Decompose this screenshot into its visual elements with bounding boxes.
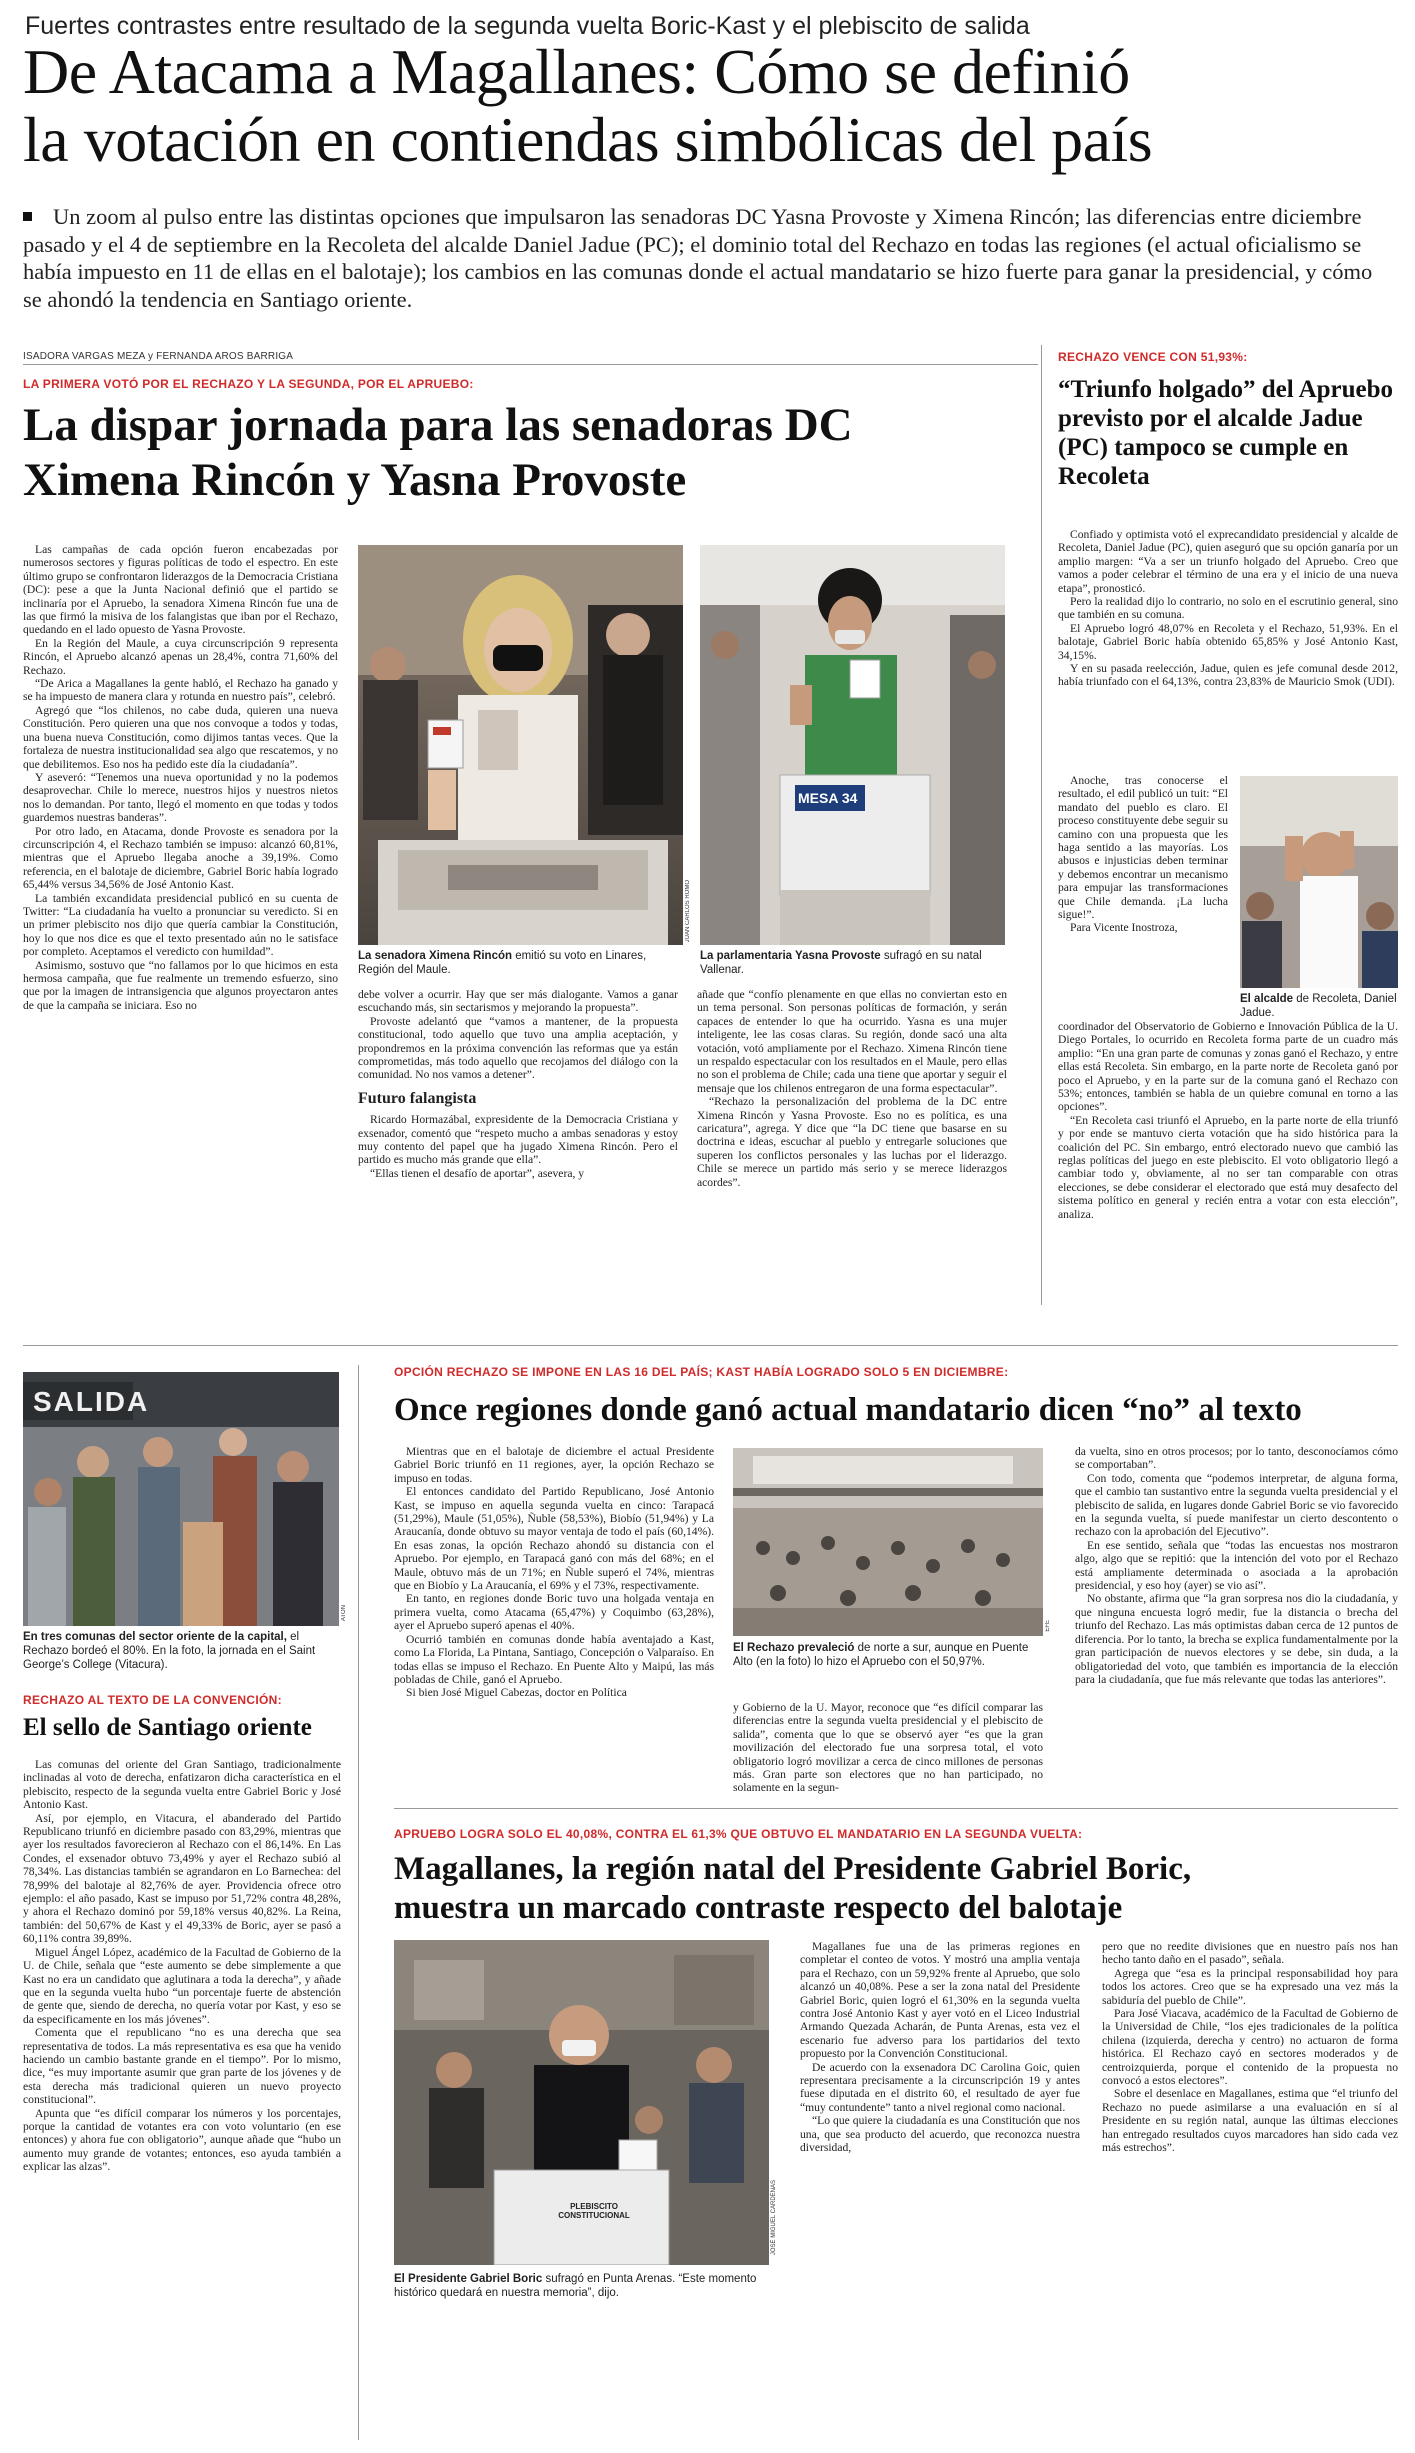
paragraph: De acuerdo con la exsenadora DC Carolina Goic, quien representara precisamente a la circunscripción 19 y antes fuese diputada en el distrito 60, el resultado de ayer fue “muy contundente” tanto a nivel regional como nacional. (800, 2060, 1080, 2114)
caption-text: sufragó en Punta Arenas. “Este momento histórico quedará en nuestra memoria”, dijo. (394, 2273, 757, 2299)
ballot-box-label-plebiscito: PLEBISCITO CONSTITUCIONAL (558, 2202, 630, 2220)
paragraph: Y aseveró: “Tenemos una nueva oportunidad y no la podemos desaprovechar. Chile lo merece, nuestros hijos y nuestros nietos nos lo demandan. Por tanto, llegó el momento en que todas y todos guardemos nuestras banderas”. (23, 770, 338, 825)
paragraph: No obstante, afirma que “la gran sorpresa nos dio la ciudadanía, y que ninguna encuesta logró medir, fue la distancia o brecha del triunfo del Rechazo. Las más optimistas daban cerca de 12 puntos de diferencia. Por lo tanto, la brecha se explica fundamentalmente por la gran participación de nuevos electores y se debe, sin duda, a la obligatoriedad del voto, que también es importancia de la elección para la ciudadanía, que fue más relevante que todas las anteriores”. (1075, 1592, 1398, 1686)
magallanes-col2 (1102, 1940, 1398, 2155)
photo-puente-alto-art (733, 1448, 1043, 1636)
paragraph: Asimismo, sostuvo que “no fallamos por lo que hicimos en esta hermosa campaña, que fue realmente un tremendo esfuerzo, sino que por la imagen de intransigencia que algunos proyectaron antes de que la campaña se iniciara. Eso no (23, 958, 338, 1012)
paragraph: Por otro lado, en Atacama, donde Provoste es senadora por la circunscripción 4, el Rechazo también se impuso: alcanzó 60,81%, mientras que el Apruebo llegaba anoche a 39,19%. Como referencia, en el balotaje de diciembre, Gabriel Boric había logrado 65,44% versus 34,56% de José Antonio Kast. (23, 824, 338, 892)
paragraph: coordinador del Observatorio de Gobierno e Innovación Pública de la U. Diego Portales, lo ocurrido en Recoleta forma parte de un cuadro más amplio: “En una gran parte de comunas y zonas ganó el Rechazo, y entre ellas está Recoleta. Sin embargo, en la parte norte de Recoleta ganó por poco el Apruebo, y en la parte sur de la comuna ganó el Rechazo con 53%; entonces, también se habla de un quiebre comunal en torno a las opciones”. (1058, 1020, 1398, 1114)
photo-provoste (700, 545, 1005, 945)
recoleta-headline: “Triunfo holgado” del Apruebo previsto por el alcalde Jadue (PC) tampoco se cumple en Recoleta (1058, 376, 1394, 490)
paragraph: pero que no reedite divisiones que en nuestro país nos han hecho tanto daño en el pasado”, señala. (1102, 1940, 1398, 1967)
paragraph: “Rechazo la personalización del problema de la DC entre Ximena Rincón y Yasna Provoste. Eso no es política, es una caricatura”, agrega. Y dice que “la DC tiene que basarse en su doctrina e ideas, escuchar al pueblo y entregarle soluciones que superen los conflictos personales y las luchas por el liderazgo. Chile se merece un partido más serio y se merece liderazgos acordes”. (697, 1095, 1007, 1189)
magallanes-headline-line1: Magallanes, la región natal del Presidente Gabriel Boric, (394, 1851, 1192, 1887)
paragraph: En ese sentido, señala que “todas las encuestas nos mostraron algo, algo que se repitió: que la intención del voto por el Rechazo está ampliamente determinada o asociada a la aprobación presidencial, y eso hoy (ayer) se vio así”. (1075, 1538, 1398, 1593)
photo-puente-alto-credit: EFE (1045, 1620, 1051, 1632)
subhead-futuro-falangista: Futuro falangista (358, 1089, 477, 1107)
oriente-body (23, 1758, 341, 2174)
regiones-headline: Once regiones donde ganó actual mandatario dicen “no” al texto (394, 1392, 1302, 1428)
recoleta-col-bottom (1058, 1020, 1398, 1221)
paragraph: da vuelta, sino en otros procesos; por lo tanto, desconocíamos cómo se comportaban”. (1075, 1445, 1398, 1472)
caption-bold: La parlamentaria Yasna Provoste (700, 950, 881, 962)
caption-bold: El Rechazo prevaleció (733, 1642, 855, 1654)
paragraph: Las campañas de cada opción fueron encabezadas por numerosos sectores y figuras políticas de todo el espectro. En este último grupo se confrontaron liderazgos de la Democracia Cristiana (DC): pese a que la Junta Nacional definió que el partido se inclinaría por el Apruebo, la senadora Ximena Rincón fue una de las que firmó la misiva de los falangistas que iban por el Rechazo, quedando en el lado opuesto de Yasna Provoste. (23, 543, 338, 637)
section-rule (23, 1345, 1398, 1346)
paragraph: Y en su pasada reelección, Jadue, quien es jefe comunal desde 2012, había triunfado con el 64,13%, contra 23,83% de Mauricio Smok (UDI). (1058, 662, 1398, 689)
photo-oriente-sign: SALIDA (33, 1386, 150, 1417)
regiones-col3 (1075, 1445, 1398, 1686)
senadoras-col3 (697, 988, 1007, 1189)
photo-boric-credit: JOSÉ MIGUEL CÁRDENAS (771, 2180, 777, 2256)
paragraph: “Ellas tienen el desafío de aportar”, asevera, y (370, 1166, 585, 1180)
paragraph: añade que “confío plenamente en que ellas no conviertan esto en un tema personal. Son personas políticas de formación, y serán capaces de entender lo que ha ocurrido. Yasna es una mujer inteligente, lee las cosas claras. Su región, donde sacó una alta votación, votó ampliamente por el Rechazo. Ximena Rincón tiene un respaldo espectacular con los resultados en el Maule, pero ellas no son el problema de Chile; cada una tiene que aportar y seguir el mensaje que los chilenos entregaron de una forma espectacular”. (697, 988, 1007, 1095)
byline: ISADORA VARGAS MEZA y FERNANDA AROS BARRIGA (23, 351, 294, 362)
paragraph: Provoste adelantó que “vamos a mantener, de la propuesta constitucional, todo aquello que tuvo una amplia aceptación, y propondremos en la próxima convención las reformas que ya están comprometidas, más todo aquello que recojamos del diálogo con la comunidad. No nos vamos a detener”. (358, 1014, 678, 1082)
photo-boric (394, 1940, 769, 2265)
caption-bold: En tres comunas del sector oriente de la capital, (23, 1631, 287, 1643)
caption-text: sufragó en su natal Vallenar. (700, 950, 982, 976)
caption-text: de Recoleta, Daniel Jadue. (1240, 993, 1397, 1019)
paragraph: Si bien José Miguel Cabezas, doctor en Política (406, 1686, 627, 1700)
paragraph: Magallanes fue una de las primeras regiones en completar el conteo de votos. Y mostró una amplia ventaja para el Rechazo, con un 59,92% frente al Apruebo, que solo alcanzó un 40,08%. Pese a ser la zona natal del Presidente Gabriel Boric, quien logró el 61,30% en la segunda vuelta contra José Antonio Kast y ayer votó en el Liceo Industrial Armando Quezada Acharán, de Punta Arenas, esta vez el escenario fue adverso para los partidarios del texto propuesto por la Convención Constitucional. (800, 1940, 1080, 2061)
main-headline-line1: De Atacama a Magallanes: Cómo se definió (23, 36, 1130, 107)
senadoras-headline: La dispar jornada para las senadoras DC Ximena Rincón y Yasna Provoste (23, 399, 853, 506)
paragraph: El entonces candidato del Partido Republicano, José Antonio Kast, se impuso en aquella segunda vuelta en cinco: Tarapacá (51,29%), Maule (51,05%), Ñuble (58,53%), Biobío (51,94%) y La Araucanía, donde obtuvo su mayor ventaja de todo el país (60,14%). En esas zonas, la opción Rechazo ahondó su distancia con el Apruebo. Por ejemplo, en Tarapacá ganó con más del 68%; en el Maule, obtuvo más de un 71%; en Ñuble superó el 74%, mientras que en Biobío y La Araucanía, el 69% y el 73%, respectivamente. (394, 1485, 714, 1593)
paragraph: Apunta que “es difícil comparar los números y los porcentajes, porque la cantidad de votantes era con voto voluntario (en ese entonces) y ahora fue con obligatorio”, aunque añade que “hubo un aumento muy grande de votantes; entonces, eso ayuda también a explicar las alzas”. (23, 2106, 341, 2174)
magallanes-headline (394, 1850, 1404, 1928)
main-headline-line2: la votación en contiendas simbólicas del país (23, 104, 1153, 175)
paragraph: Para Vicente Inostroza, (1070, 921, 1178, 935)
paragraph: En tanto, en regiones donde Boric tuvo una holgada ventaja en primera vuelta, como Atacama (65,47%) y Coquimbo (63,28%), ayer el Apruebo superó apenas el 40%. (394, 1592, 714, 1633)
senadoras-col1 (23, 543, 338, 1012)
photo-rincon-credit: JUAN CARLOS ROMO (685, 880, 691, 943)
photo-rincon-caption (358, 949, 683, 977)
paragraph: La también excandidata presidencial publicó en su cuenta de Twitter: “La ciudadanía ha vuelto a pronunciar su veredicto. Si en un primer plebiscito nos dijo que quería cambiar la Constitución, hoy lo que nos dice es que el texto presentado aún no le satisface por completo. Aceptamos el veredicto con humildad”. (23, 891, 338, 959)
photo-jadue-art (1240, 776, 1398, 988)
senadoras-kicker: LA PRIMERA VOTÓ POR EL RECHAZO Y LA SEGUNDA, POR EL APRUEBO: (23, 377, 474, 391)
paragraph: Mientras que en el balotaje de diciembre el actual Presidente Gabriel Boric triunfó en 11 regiones, ayer, la opción Rechazo se impuso en todas. (394, 1445, 714, 1485)
paragraph: “De Arica a Magallanes la gente habló, el Rechazo ha ganado y se ha impuesto de manera clara y rotunda en nuestro país”, celebró. (23, 677, 338, 704)
magallanes-headline-line2: muestra un marcado contraste respecto del balotaje (394, 1890, 1123, 1926)
photo-puente-alto-caption (733, 1641, 1043, 1669)
paragraph: Ricardo Hormazábal, expresidente de la Democracia Cristiana y exsenador, comentó que “respeto mucho a ambas senadoras y estoy muy contento del papel que ha jugado Ximena Rincón. Pero el partido es mucho más grande que ella”. (358, 1113, 678, 1167)
paragraph: Con todo, comenta que “podemos interpretar, de alguna forma, que el cambio tan sustantivo entre la segunda vuelta presidencial y el plebiscito de salida, en lugares donde Gabriel Boric se vio favorecido en la segunda vuelta, sí puede manifestar un cierto descontento o rechazo con la aprobación del Ejecutivo”. (1075, 1471, 1398, 1539)
paragraph: Sobre el desenlace en Magallanes, estima que “el triunfo del Rechazo no puede asimilarse a una evaluación en sí al Presidente en su región natal, aunque las últimas elecciones han entregado resultados cuyos marcadores han sido cada vez más estrechos”. (1102, 2087, 1398, 2155)
caption-text: emitió su voto en Linares, Región del Maule. (358, 950, 647, 976)
photo-puente-alto (733, 1448, 1043, 1636)
regiones-col1 (394, 1445, 714, 1700)
paragraph: Así, por ejemplo, en Vitacura, el abanderado del Partido Republicano triunfó en diciembre pasado con 83,29%, mientras que ayer los resultados favorecieron al Rechazo con el 86,14%. En Las Condes, el exsenador obtuvo 73,49% y ayer el Rechazo subió al 78,34%. Las distancias también se agrandaron en Lo Barnechea: del 78,99% del balotaje al 82,76% de ayer. Providencia ofrece otro ejemplo: el año pasado, Kast se impuso por 51,72% contra 48,28%, y ahora el Rechazo dominó por 59,18% versus 40,82%. La Reina, también: del 50,67% de Kast y el 49,33% de Boric, ayer se pasó a 60,11% contra 39,89%. (23, 1811, 341, 1946)
caption-bold: El alcalde (1240, 993, 1294, 1005)
caption-text: de norte a sur, aunque en Puente Alto (en la foto) lo hizo el Apruebo con el 50,97%. (733, 1642, 1029, 1668)
regiones-kicker: OPCIÓN RECHAZO SE IMPONE EN LAS 16 DEL PAÍS; KAST HABÍA LOGRADO SOLO 5 EN DICIEMBRE: (394, 1365, 1009, 1379)
photo-rincon (358, 545, 683, 945)
regiones-col2 (733, 1701, 1043, 1795)
paragraph: “Lo que quiere la ciudadanía es una Constitución que nos una, que sea producto del acuerdo, que reconozca nuestra diversidad, (800, 2114, 1080, 2155)
paragraph: “En Recoleta casi triunfó el Apruebo, en la parte norte de ella triunfó y por ende se mantuvo cierta votación que ha sido histórica para la coalición del PC. Sin embargo, entró electorado nuevo que cambió las reglas políticas del juego en este plebiscito. El voto obligatorio llegó a cambiar todo y, obviamente, al no ser tan comparable con otras elecciones, se debe considerar el electorado que está muy desafecto del sistema político en general y recién entra a votar con esta elección”, analiza. (1058, 1113, 1398, 1221)
magallanes-col1 (800, 1940, 1080, 2155)
paragraph: Confiado y optimista votó el exprecandidato presidencial y alcalde de Recoleta, Daniel Jadue (PC), quien aseguró que su opción ganaría por un amplio margen: “Va a ser un triunfo holgado del Apruebo. Creo que vamos a poder celebrar el término de una era y el inicio de una nueva etapa”, pronosticó. (1058, 528, 1398, 595)
paragraph: En la Región del Maule, a cuya circunscripción 9 representa Rincón, el Apruebo alcanzó apenas un 28,4%, contra 71,60% del Rechazo. (23, 636, 338, 677)
magallanes-kicker: APRUEBO LOGRA SOLO EL 40,08%, CONTRA EL 61,3% QUE OBTUVO EL MANDATARIO EN LA SEGUNDA VUELTA: (394, 1827, 1083, 1841)
photo-oriente-caption (23, 1630, 339, 1672)
column-separator (1041, 345, 1042, 1305)
paragraph: Comenta que el republicano “no es una derecha que sea representativa de todos. La más representativa es esa que ha venido haciendo un cambio bastante grande en el tiempo”. Por lo mismo, dice, “es muy importante asumir que gran parte de los jóvenes y de esta derecha más tradicional quieren un nuevo proyecto constitucional”. (23, 2026, 341, 2107)
photo-oriente (23, 1372, 339, 1626)
section-rule-2 (394, 1808, 1398, 1809)
paragraph: debe volver a ocurrir. Hay que ser más dialogante. Vamos a ganar escuchando más, sin sectarismos y mejorando la propuesta”. (358, 988, 678, 1015)
main-headline (23, 38, 1413, 174)
photo-boric-caption (394, 2272, 769, 2300)
paragraph: Agregó que “los chilenos, no cabe duda, quieren una nueva Constitución. Pero quieren una que nos convoque a todos y todas, una buena nueva Constitución, como dijimos tantas veces. Que la fortaleza de nuestra institucionalidad sea algo que rescatemos, y no que debilitemos. Eso nos ha pedido este día la ciudadanía”. (23, 703, 338, 771)
recoleta-kicker: RECHAZO VENCE CON 51,93%: (1058, 350, 1248, 364)
photo-jadue (1240, 776, 1398, 988)
paragraph: Las comunas del oriente del Gran Santiago, tradicionalmente inclinadas al voto de derecha, enfatizaron dicha característica en el plebiscito, respecto de la segunda vuelta entre Gabriel Boric y José Antonio Kast. (23, 1758, 341, 1812)
photo-provoste-art (700, 545, 1005, 945)
caption-bold: La senadora Ximena Rincón (358, 950, 513, 962)
paragraph: Pero la realidad dijo lo contrario, no solo en el escrutinio general, sino que también en su comuna. (1058, 595, 1398, 622)
paragraph: Agrega que “esa es la principal responsabilidad hoy para todos los actores. Creo que se ha expresado una vez más la sabiduría del pueblo de Chile”. (1102, 1966, 1398, 2007)
paragraph: y Gobierno de la U. Mayor, reconoce que “es difícil comparar las diferencias entre la segunda vuelta presidencial y el plebiscito de salida”, comenta que lo que se observó ayer “es que la gran movilización del electorado fue una sorpresa total, el voto obligatorio logró movilizar a cerca de cinco millones de personas más. Gran parte son electores que no han participado, no solamente en la segun- (733, 1701, 1043, 1795)
oriente-kicker: RECHAZO AL TEXTO DE LA CONVENCIÓN: (23, 1693, 282, 1707)
lead-paragraph: Un zoom al pulso entre las distintas opciones que impulsaron las senadoras DC Yasna Provoste y Ximena Rincón; las diferencias entre diciembre pasado y el 4 de septiembre en la Recoleta del alcalde Daniel Jadue (PC); el dominio total del Rechazo en todas las regiones (el actual oficialismo se había impuesto en 11 de ellas en el balotaje); los cambios en las comunas donde el actual mandatario se hizo fuerte para ganar la presidencial, y cómo se ahondó la tendencia en Santiago oriente. (23, 204, 1373, 312)
ballot-box-label: MESA 34 (798, 790, 858, 806)
oriente-headline: El sello de Santiago oriente (23, 1714, 312, 1741)
paragraph: Anoche, tras conocerse el resultado, el edil publicó un tuit: “El mandato del pueblo es claro. El proceso constituyente debe seguir su camino con una propuesta que les haga sentido a las mayorías. Los abusos e injusticias deben terminar y debemos encontrar un mecanismo para empujar las transformaciones que Chile demanda. ¡La lucha sigue!”. (1058, 774, 1228, 922)
paragraph: Para José Viacava, académico de la Facultad de Gobierno de la Universidad de Chile, “los ejes tradicionales de la política chilena (izquierda, derecha y centro) no actuaron de forma histórica. El Rechazo cayó en sectores moderados y de centroizquierda, porque el contenido de la propuesta no convocó a estos electores”. (1102, 2007, 1398, 2088)
recoleta-col-top (1058, 528, 1398, 689)
paragraph: Ocurrió también en comunas donde había aventajado a Kast, como La Florida, La Pintana, Santiago, Concepción o Valparaíso. En todas ellas se impuso el Rechazo. En Puente Alto y Maipú, las más pobladas de Chile, ganó el Apruebo. (394, 1632, 714, 1686)
recoleta-col-narrow (1058, 774, 1228, 935)
paragraph: El Apruebo logró 48,07% en Recoleta y el Rechazo, 51,93%. En el balotaje, Gabriel Boric había obtenido 65,85% y José Antonio Kast, 34,15%. (1058, 621, 1398, 662)
caption-bold: El Presidente Gabriel Boric (394, 2273, 543, 2285)
paragraph: Miguel Ángel López, académico de la Facultad de Gobierno de la U. de Chile, señala que “este aumento se debe simplemente a que Kast no era un candidato que aglutinara a toda la derecha”, y añade que en la segunda vuelta hubo “un porcentaje fuerte de abstención de gente que, siendo de derecha, no quería votar por Kast, y eso se da especificamente en los más jóvenes”. (23, 1945, 341, 2026)
header-rule (23, 364, 1038, 365)
column-separator-bottom (358, 1365, 359, 2440)
senadoras-col2 (358, 988, 678, 1180)
supra-headline: Fuertes contrastes entre resultado de la segunda vuelta Boric-Kast y el plebiscito de salida (25, 12, 1030, 40)
photo-oriente-credit: ATON (341, 1605, 347, 1622)
photo-jadue-caption (1240, 992, 1398, 1020)
photo-rincon-art (358, 545, 683, 945)
caption-text: el Rechazo bordeó el 80%. En la foto, la jornada en el Saint George’s College (Vitacura). (23, 1631, 316, 1671)
photo-provoste-caption (700, 949, 1005, 977)
